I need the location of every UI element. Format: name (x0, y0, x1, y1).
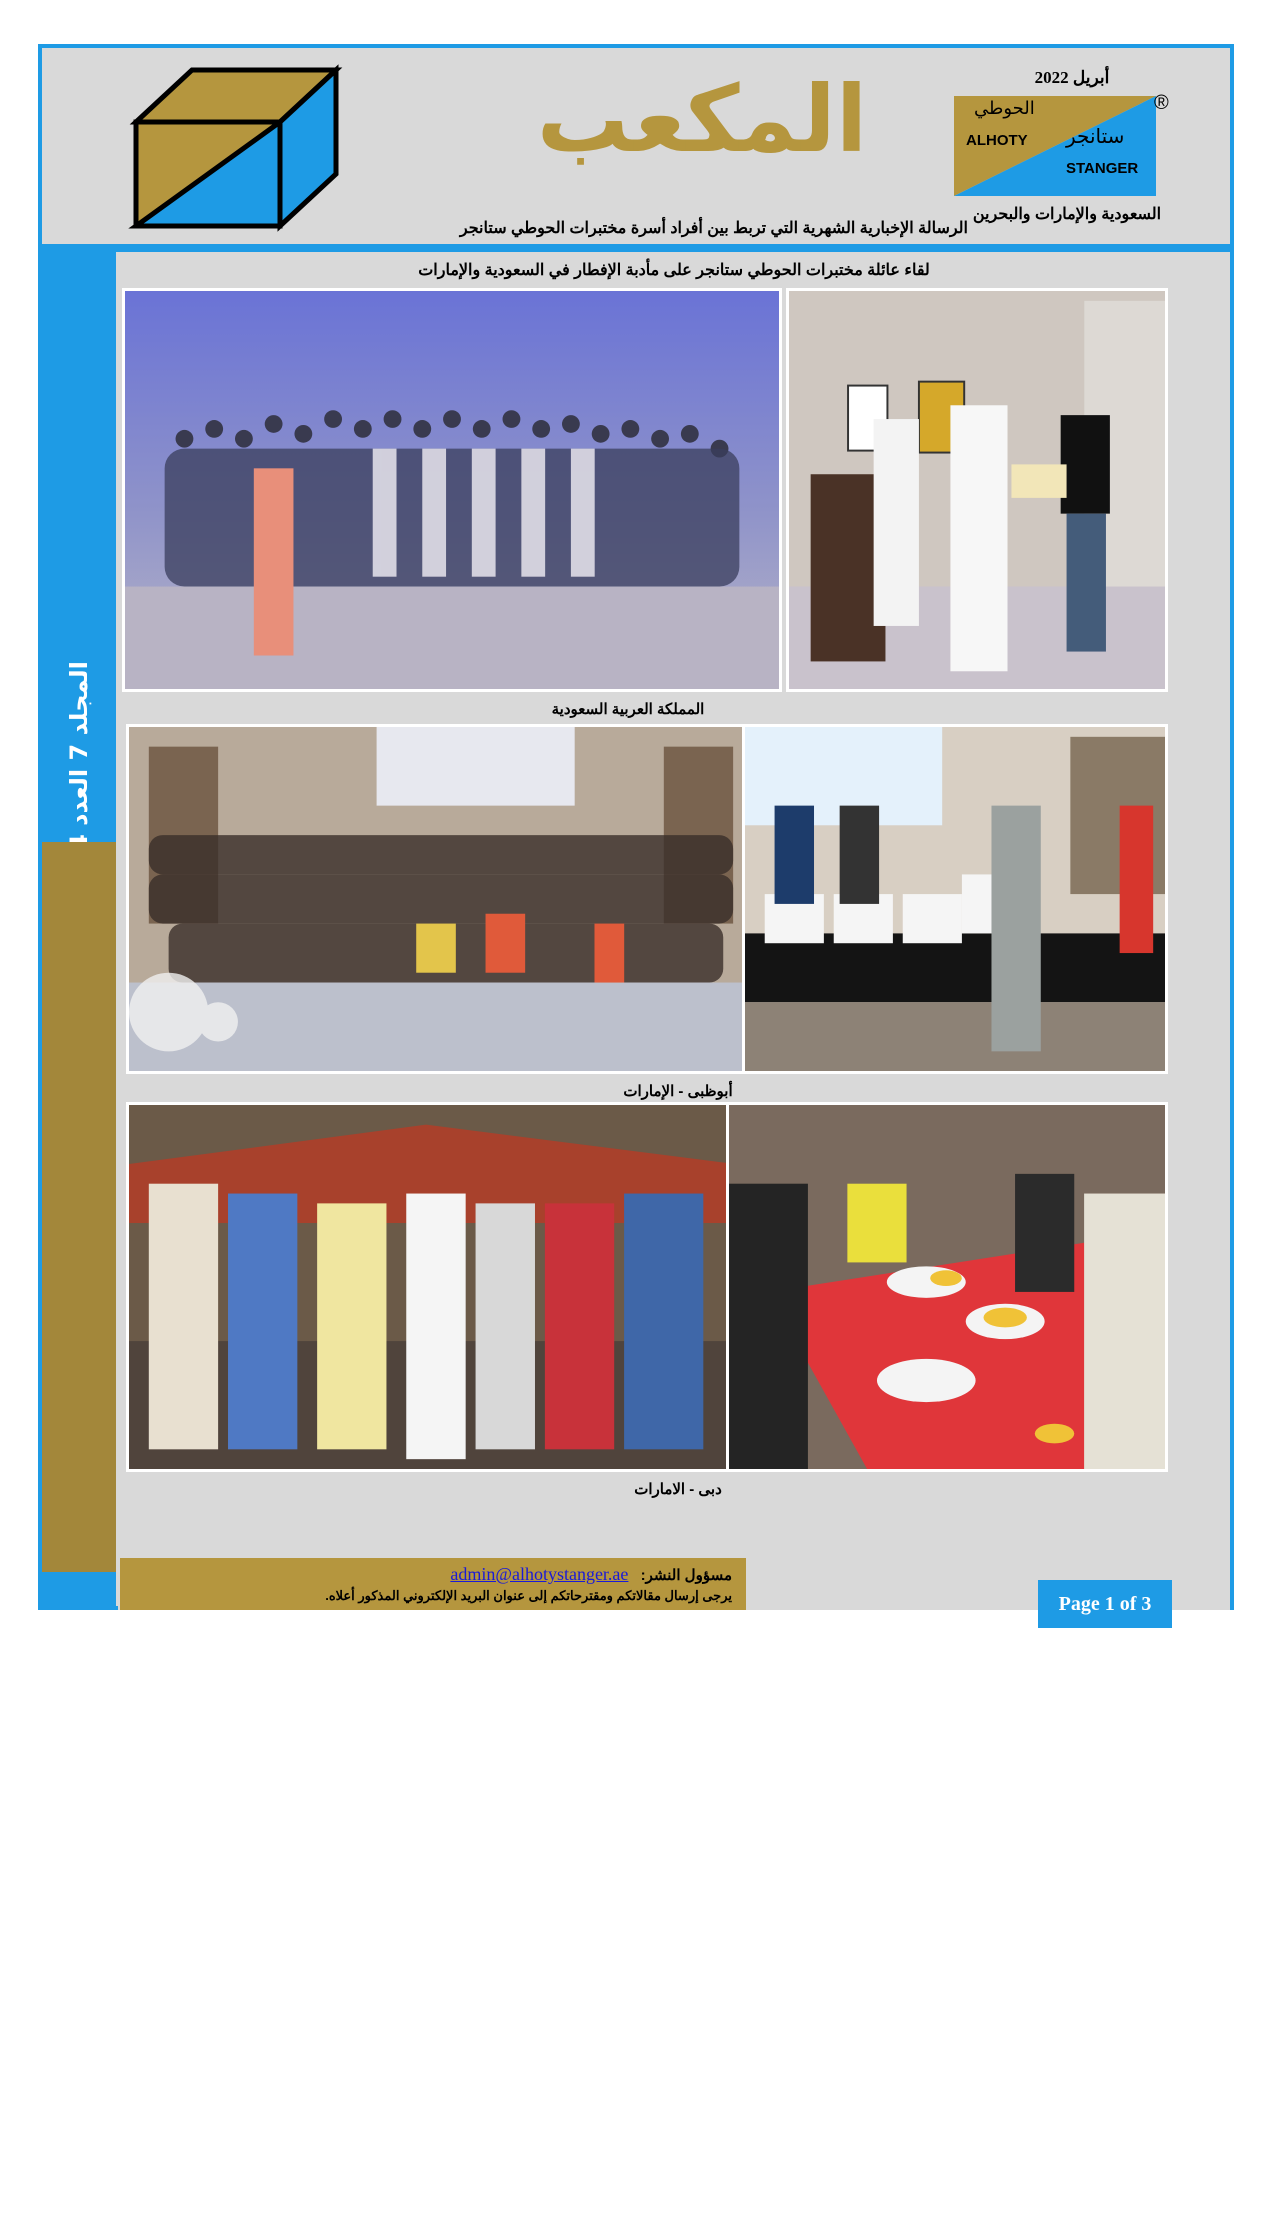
volume-issue-label: المجلد 7 العدد (65, 661, 93, 826)
caption-dubai: دبى - الامارات (634, 1481, 722, 1498)
page-indicator: Page 1 of 3 (1038, 1580, 1172, 1628)
website-link[interactable]: www.alhotystangeruae.com (60, 1832, 93, 2166)
publisher-email-link[interactable]: admin@alhotystanger.ae (450, 1564, 629, 1584)
publisher-line (450, 1564, 732, 1585)
photo-dubai-dinner (726, 1102, 1168, 1472)
logo-english-bottom: STANGER (1066, 160, 1139, 177)
sidebar-gold-band (42, 842, 116, 2166)
company-logo (954, 96, 1156, 196)
group-photo-icon (129, 727, 747, 1071)
caption-saudi: المملكة العربية السعودية (551, 701, 705, 718)
dubai-group-photo-icon (129, 1105, 735, 1469)
publisher-box (120, 1558, 746, 1610)
region-text: السعودية والإمارات والبحرين (972, 206, 1162, 223)
sidebar-bottom-band (42, 1572, 116, 1610)
main-content (118, 252, 1230, 1610)
photo-abudhabi-group (126, 724, 750, 1074)
photo-saudi-group (122, 288, 782, 692)
newsletter-title: المكعب (536, 66, 868, 173)
logo-arabic-top: الحوطي (974, 98, 1035, 119)
masthead (42, 48, 1230, 244)
section-heading: لقاء عائلة مختبرات الحوطي ستانجر على مأدبة الإفطار في السعودية والإمارات (418, 262, 930, 279)
cube-logo-icon (130, 66, 342, 230)
sidebar-blue-band (42, 252, 116, 842)
registered-mark: ® (1154, 92, 1169, 114)
group-photo-icon (125, 291, 779, 689)
photo-dubai-group (126, 1102, 738, 1472)
logo-arabic-bottom: ستانجر (1066, 124, 1125, 148)
logo-english-top: ALHOTY (966, 132, 1028, 149)
caption-abudhabi: أبوظبى - الإمارات (623, 1083, 733, 1100)
publisher-label: مسؤول النشر: (640, 1567, 732, 1584)
kids-stage-photo-icon (745, 727, 1165, 1071)
photo-saudi-award (786, 288, 1168, 692)
newsletter-tagline: الرسالة الإخبارية الشهرية التي تربط بين أفراد أسرة مختبرات الحوطي ستانجر (459, 220, 968, 237)
dinner-table-photo-icon (729, 1105, 1165, 1469)
newsletter-frame (38, 44, 1234, 2166)
submission-note: يرجى إرسال مقالاتكم ومقترحاتكم إلى عنوان البريد الإلكتروني المذكور أعلاه. (325, 1588, 732, 1603)
header-divider (42, 244, 1230, 252)
award-photo-icon (789, 291, 1165, 689)
photo-abudhabi-kids (742, 724, 1168, 1074)
issue-date: أبريل 2022 (1034, 68, 1110, 87)
